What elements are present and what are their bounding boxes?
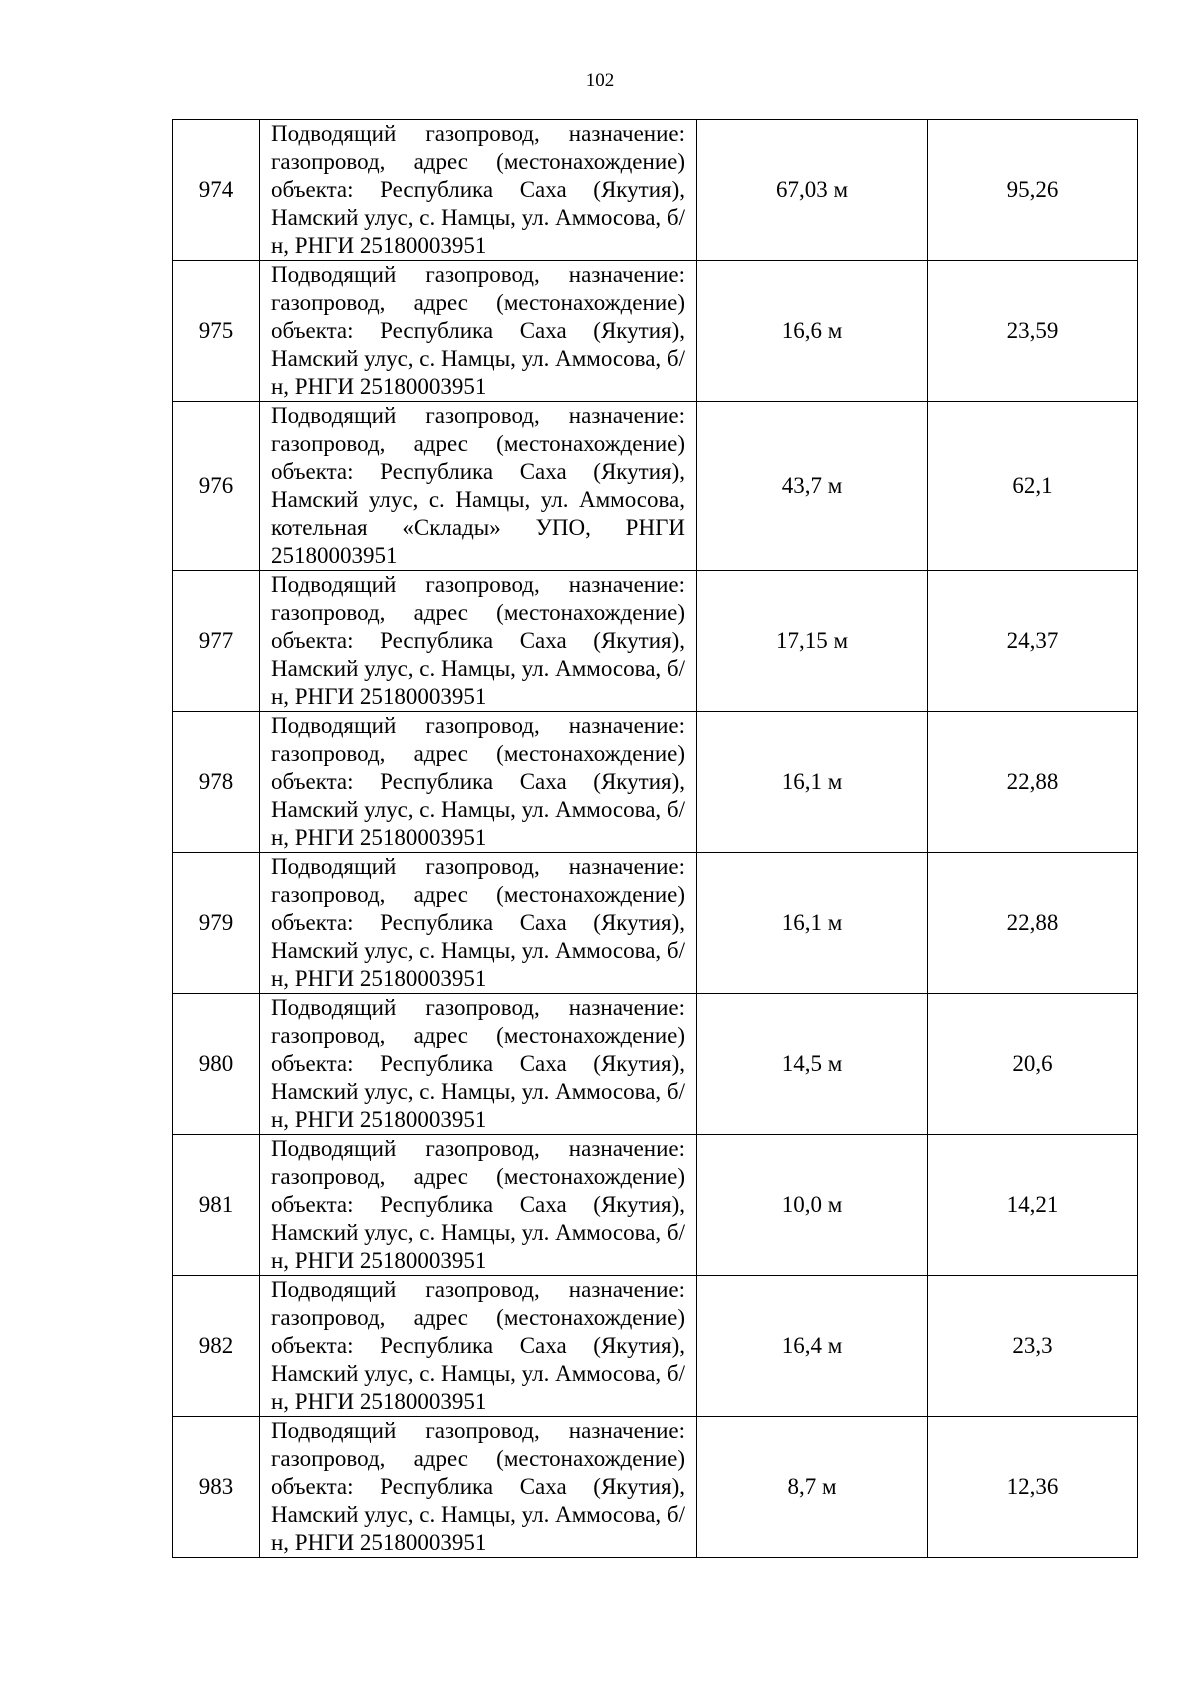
object-description: Подводящий газопровод, назначение: газопровод, адрес (местонахождение) объекта: Республика Саха (Якутия), Намский улус, с. Намцы, ул. Аммосова, котельная «Склады» УПО, РНГИ 25180003951 xyxy=(260,402,697,571)
table-row xyxy=(173,994,1138,1135)
object-length: 8,7 м xyxy=(697,1417,928,1558)
object-description: Подводящий газопровод, назначение: газопровод, адрес (местонахождение) объекта: Республика Саха (Якутия), Намский улус, с. Намцы, ул. Аммосова, б/н, РНГИ 25180003951 xyxy=(260,1276,697,1417)
row-number: 974 xyxy=(173,120,260,261)
row-number: 982 xyxy=(173,1276,260,1417)
object-length: 43,7 м xyxy=(697,402,928,571)
object-value: 22,88 xyxy=(928,712,1138,853)
object-description: Подводящий газопровод, назначение: газопровод, адрес (местонахождение) объекта: Республика Саха (Якутия), Намский улус, с. Намцы, ул. Аммосова, б/н, РНГИ 25180003951 xyxy=(260,994,697,1135)
object-description: Подводящий газопровод, назначение: газопровод, адрес (местонахождение) объекта: Республика Саха (Якутия), Намский улус, с. Намцы, ул. Аммосова, б/н, РНГИ 25180003951 xyxy=(260,120,697,261)
object-value: 24,37 xyxy=(928,571,1138,712)
row-number: 980 xyxy=(173,994,260,1135)
row-number: 981 xyxy=(173,1135,260,1276)
object-description: Подводящий газопровод, назначение: газопровод, адрес (местонахождение) объекта: Республика Саха (Якутия), Намский улус, с. Намцы, ул. Аммосова, б/н, РНГИ 25180003951 xyxy=(260,853,697,994)
object-description: Подводящий газопровод, назначение: газопровод, адрес (местонахождение) объекта: Республика Саха (Якутия), Намский улус, с. Намцы, ул. Аммосова, б/н, РНГИ 25180003951 xyxy=(260,261,697,402)
object-length: 10,0 м xyxy=(697,1135,928,1276)
object-length: 16,6 м xyxy=(697,261,928,402)
object-length: 16,1 м xyxy=(697,853,928,994)
row-number: 976 xyxy=(173,402,260,571)
page-number: 102 xyxy=(585,70,615,91)
object-value: 20,6 xyxy=(928,994,1138,1135)
object-value: 22,88 xyxy=(928,853,1138,994)
table-row xyxy=(173,1135,1138,1276)
row-number: 975 xyxy=(173,261,260,402)
row-number: 983 xyxy=(173,1417,260,1558)
table-row xyxy=(173,853,1138,994)
row-number: 979 xyxy=(173,853,260,994)
object-value: 14,21 xyxy=(928,1135,1138,1276)
object-description: Подводящий газопровод, назначение: газопровод, адрес (местонахождение) объекта: Республика Саха (Якутия), Намский улус, с. Намцы, ул. Аммосова, б/н, РНГИ 25180003951 xyxy=(260,571,697,712)
object-length: 67,03 м xyxy=(697,120,928,261)
object-description: Подводящий газопровод, назначение: газопровод, адрес (местонахождение) объекта: Республика Саха (Якутия), Намский улус, с. Намцы, ул. Аммосова, б/н, РНГИ 25180003951 xyxy=(260,712,697,853)
object-value: 12,36 xyxy=(928,1417,1138,1558)
object-description: Подводящий газопровод, назначение: газопровод, адрес (местонахождение) объекта: Республика Саха (Якутия), Намский улус, с. Намцы, ул. Аммосова, б/н, РНГИ 25180003951 xyxy=(260,1417,697,1558)
row-number: 978 xyxy=(173,712,260,853)
table-row xyxy=(173,571,1138,712)
object-length: 16,1 м xyxy=(697,712,928,853)
object-description: Подводящий газопровод, назначение: газопровод, адрес (местонахождение) объекта: Республика Саха (Якутия), Намский улус, с. Намцы, ул. Аммосова, б/н, РНГИ 25180003951 xyxy=(260,1135,697,1276)
object-value: 23,59 xyxy=(928,261,1138,402)
row-number: 977 xyxy=(173,571,260,712)
table-row xyxy=(173,712,1138,853)
object-length: 14,5 м xyxy=(697,994,928,1135)
object-value: 62,1 xyxy=(928,402,1138,571)
table-row xyxy=(173,402,1138,571)
table-row xyxy=(173,1417,1138,1558)
object-length: 16,4 м xyxy=(697,1276,928,1417)
table-row xyxy=(173,261,1138,402)
table-row xyxy=(173,120,1138,261)
registry-table xyxy=(172,119,1138,1558)
object-value: 95,26 xyxy=(928,120,1138,261)
object-value: 23,3 xyxy=(928,1276,1138,1417)
table-row xyxy=(173,1276,1138,1417)
object-length: 17,15 м xyxy=(697,571,928,712)
